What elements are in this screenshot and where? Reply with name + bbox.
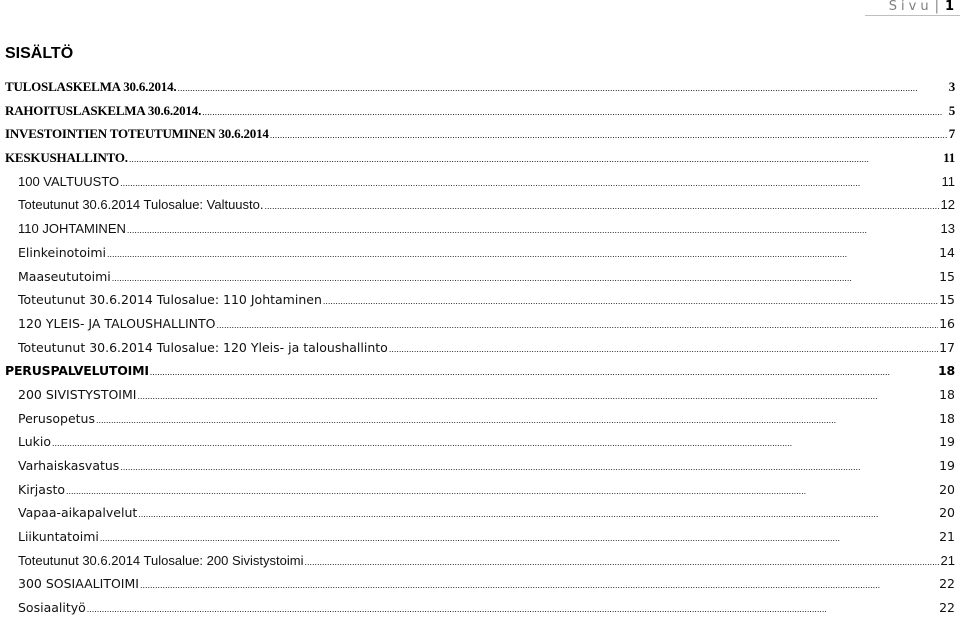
toc-entry-page: 20 (939, 505, 955, 521)
toc-entry-page: 13 (940, 221, 955, 237)
toc-entry-toteutunut-johtaminen[interactable] (5, 292, 955, 316)
toc-dot-leader (323, 292, 938, 307)
toc-entry-label: Liikuntatoimi (18, 529, 99, 545)
toc-entry-kirjasto[interactable] (5, 482, 955, 506)
toc-entry-page: 5 (948, 102, 955, 118)
toc-entry-label: Toteutunut 30.6.2014 Tulosalue: 110 Johtaminen (18, 292, 322, 308)
page-label: Sivu (888, 0, 933, 14)
toc-entry-sosiaalityo[interactable] (5, 600, 955, 624)
toc-dot-leader (129, 150, 942, 166)
toc-entry-page: 19 (939, 434, 955, 450)
toc-entry-label: 300 SOSIAALITOIMI (18, 576, 139, 592)
toc-entry-label: 200 SIVISTYSTOIMI (18, 386, 137, 402)
toc-entry-200-sivistystoimi[interactable] (5, 387, 955, 411)
toc-entry-page: 3 (948, 79, 955, 94)
toc-dot-leader (389, 340, 938, 355)
toc-entry-page: 19 (939, 458, 955, 473)
toc-entry-maaseututoimi[interactable] (5, 269, 955, 293)
toc-title: SISÄLTÖ (5, 45, 74, 62)
toc-entry-page: 21 (940, 552, 955, 568)
page-header (889, 0, 954, 14)
table-of-contents (5, 79, 955, 624)
toc-dot-leader (87, 600, 938, 615)
toc-dot-leader (107, 245, 938, 260)
toc-dot-leader (96, 411, 938, 426)
toc-entry-peruspalvelutoimi[interactable] (5, 363, 955, 387)
toc-entry-label: Elinkeinotoimi (18, 244, 106, 260)
toc-dot-leader (270, 126, 948, 142)
toc-entry-label: PERUSPALVELUTOIMI (5, 363, 149, 379)
toc-entry-label: INVESTOINTIEN TOTEUTUMINEN 30.6.2014 (5, 126, 269, 142)
toc-entry-label: Kirjasto (18, 481, 66, 497)
toc-entry-toteutunut-yleis-ja-taloushallinto[interactable] (5, 340, 955, 364)
toc-entry-page: 18 (939, 410, 955, 426)
toc-entry-page: 22 (939, 600, 955, 616)
toc-entry-page: 21 (939, 529, 955, 545)
toc-entry-label: 120 YLEIS- JA TALOUSHALLINTO (18, 315, 216, 331)
toc-dot-leader (100, 529, 938, 544)
toc-entry-investointien-toteutuminen[interactable] (5, 126, 955, 150)
toc-entry-perusopetus[interactable] (5, 411, 955, 435)
toc-entry-page: 11 (943, 150, 955, 166)
toc-dot-leader (304, 553, 939, 568)
toc-entry-page: 12 (940, 197, 955, 213)
toc-entry-toteutunut-valtuusto[interactable] (5, 197, 955, 221)
toc-dot-leader (66, 482, 938, 497)
toc-entry-liikuntatoimi[interactable] (5, 529, 955, 553)
toc-entry-label: TULOSLASKELMA 30.6.2014. (5, 79, 177, 94)
toc-entry-300-sosiaalitoimi[interactable] (5, 576, 955, 600)
toc-entry-page: 20 (939, 481, 955, 497)
toc-entry-label: 110 JOHTAMINEN (18, 221, 126, 237)
header-separator: | (934, 0, 939, 14)
toc-entry-page: 15 (939, 268, 955, 284)
toc-entry-page: 16 (939, 315, 955, 331)
toc-dot-leader (202, 103, 948, 119)
toc-entry-label: Toteutunut 30.6.2014 Tulosalue: 120 Yleis- ja taloushallinto (18, 339, 388, 355)
toc-dot-leader (52, 434, 938, 449)
toc-entry-page: 15 (939, 292, 955, 308)
toc-entry-label: KESKUSHALLINTO. (5, 150, 128, 166)
toc-dot-leader (120, 458, 938, 473)
toc-entry-label: Perusopetus (18, 410, 95, 426)
toc-dot-leader (216, 316, 938, 331)
toc-entry-label: Lukio (18, 434, 52, 450)
toc-entry-page: 7 (948, 126, 955, 142)
toc-dot-leader (138, 505, 938, 520)
toc-entry-label: Sosiaalityö (18, 600, 86, 616)
toc-entry-page: 18 (938, 363, 955, 379)
toc-entry-120-yleis-ja-taloushallinto[interactable] (5, 316, 955, 340)
toc-entry-page: 11 (941, 173, 955, 189)
toc-entry-toteutunut-sivistystoimi[interactable] (5, 553, 955, 577)
toc-entry-page: 22 (939, 576, 955, 592)
toc-entry-label: Maaseututoimi (18, 268, 111, 284)
toc-dot-leader (127, 221, 940, 236)
toc-entry-page: 14 (939, 244, 955, 260)
toc-entry-label: Vapaa-aikapalvelut (18, 505, 138, 521)
toc-entry-100-valtuusto[interactable] (5, 174, 955, 198)
toc-dot-leader (120, 174, 940, 189)
toc-entry-elinkeinotoimi[interactable] (5, 245, 955, 269)
toc-entry-110-johtaminen[interactable] (5, 221, 955, 245)
toc-entry-page: 17 (939, 339, 955, 355)
toc-entry-varhaiskasvatus[interactable] (5, 458, 955, 482)
toc-entry-page: 18 (939, 386, 955, 402)
toc-entry-vapaa-aikapalvelut[interactable] (5, 505, 955, 529)
toc-dot-leader (150, 363, 937, 378)
toc-dot-leader (137, 387, 938, 402)
toc-entry-tuloslaskelma[interactable] (5, 79, 955, 103)
toc-dot-leader (265, 197, 940, 212)
page-number: 1 (944, 0, 954, 14)
toc-dot-leader (140, 576, 938, 591)
toc-entry-label: Varhaiskasvatus (18, 458, 120, 473)
header-rule (865, 15, 960, 16)
toc-dot-leader (177, 79, 947, 95)
toc-entry-label: RAHOITUSLASKELMA 30.6.2014. (5, 102, 202, 118)
toc-entry-rahoituslaskelma[interactable] (5, 103, 955, 127)
toc-entry-keskushallinto[interactable] (5, 150, 955, 174)
toc-entry-label: Toteutunut 30.6.2014 Tulosalue: 200 Sivistystoimi (18, 552, 304, 568)
toc-dot-leader (112, 269, 938, 284)
toc-entry-lukio[interactable] (5, 434, 955, 458)
toc-entry-label: 100 VALTUUSTO (18, 173, 120, 189)
toc-entry-label: Toteutunut 30.6.2014 Tulosalue: Valtuusto. (18, 197, 264, 213)
